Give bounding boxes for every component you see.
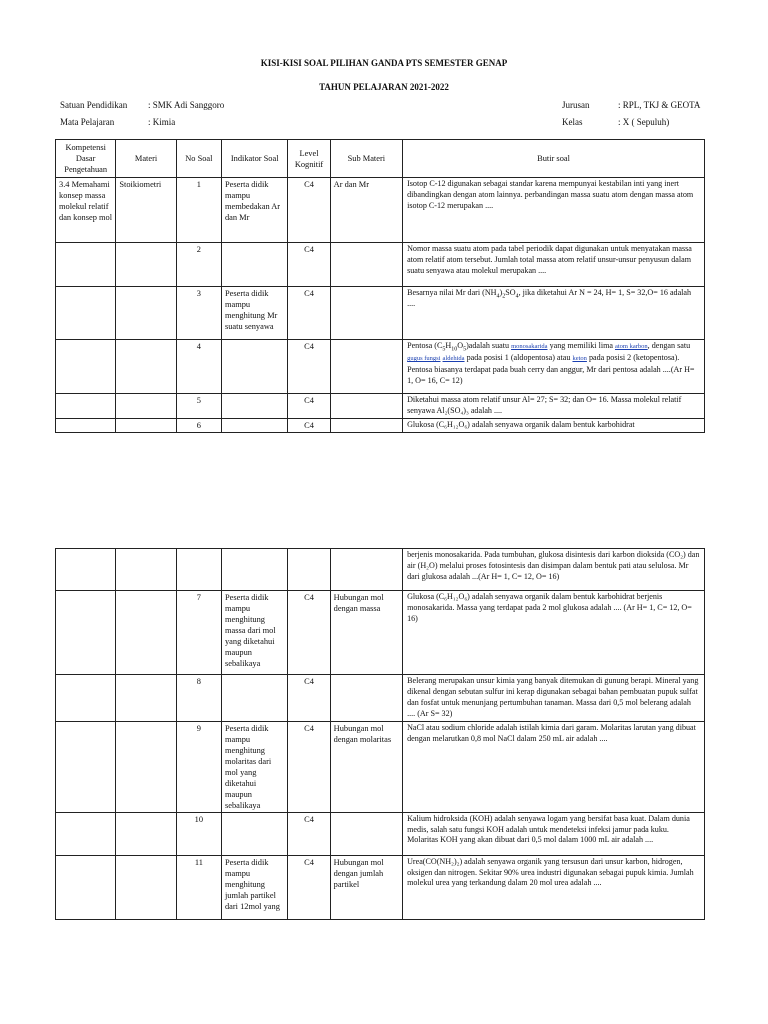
soal-text: O — [457, 341, 464, 350]
cell-level: C4 — [288, 340, 330, 394]
cell-no — [176, 549, 221, 591]
soal-text: pada posisi 1 (aldopentosa) atau — [466, 352, 571, 362]
cell-indikator — [221, 812, 287, 855]
cell-kd — [56, 855, 116, 919]
cell-butir-soal: Glukosa (C₆H₁₂O₆) adalah senyawa organik dalam bentuk karbohidrat — [403, 418, 705, 432]
cell-level: C4 — [288, 812, 330, 855]
satuan-label: Satuan Pendidikan — [60, 100, 128, 110]
cell-sub-materi — [330, 394, 402, 419]
header-butir-soal: Butir soal — [403, 140, 705, 178]
cell-kd — [56, 243, 116, 287]
cell-materi — [116, 340, 176, 394]
soal-text: )adalah suatu — [466, 341, 510, 350]
cell-kd — [56, 340, 116, 394]
cell-indikator: Peserta didik mampu menghitung jumlah partikel dari 12mol yang — [221, 855, 287, 919]
cell-level: C4 — [288, 243, 330, 287]
cell-no: 10 — [176, 812, 221, 855]
cell-materi — [116, 394, 176, 419]
cell-butir-soal: Diketahui massa atom relatif unsur Al= 27; S= 32; dan O= 16. Massa molekul relatif senyawa Al₂(SO₄)₃ adalah .... — [403, 394, 705, 419]
cell-butir-soal: Besarnya nilai Mr dari $(NH_4)_2SO_4$, jika diketahui Ar N = 24, H= 1, S= 32,O= 16 adalah .... — [403, 287, 705, 340]
cell-no: 11 — [176, 855, 221, 919]
table-row — [56, 287, 705, 340]
cell-materi — [116, 549, 176, 591]
document-title: KISI-KISI SOAL PILIHAN GANDA PTS SEMESTER GENAP — [260, 58, 508, 68]
cell-butir-soal: berjenis monosakarida. Pada tumbuhan, glukosa disintesis dari karbon dioksida (CO₂) dan air (H₂O) melalui proses fotosintesis dan disimpan dalam bentuk pati atau selulosa. Mr dari glukosa adalah ...(Ar H= 1, C= 12, O= 16) — [403, 549, 705, 591]
cell-level — [288, 549, 330, 591]
cell-sub-materi: Ar dan Mr — [330, 178, 402, 243]
cell-level: C4 — [288, 394, 330, 419]
cell-kd: 3.4 Memahami konsep massa molekul relatif dan konsep mol — [56, 178, 116, 243]
soal-text: Besarnya nilai Mr dari (NH — [407, 288, 497, 297]
table-row — [56, 418, 705, 432]
cell-no: 5 — [176, 394, 221, 419]
cell-materi — [116, 418, 176, 432]
cell-indikator — [221, 675, 287, 722]
table-row — [56, 855, 705, 919]
header-level: Level Kognitif — [288, 140, 330, 178]
cell-kd — [56, 394, 116, 419]
link-atom-karbon[interactable]: atom karbon — [614, 343, 648, 350]
cell-materi — [116, 855, 176, 919]
cell-level: C4 — [288, 287, 330, 340]
soal-text: ) — [499, 288, 503, 297]
cell-butir-soal: Pentosa $(C_5H_{10}O_5)adalah$ suatu monosakarida yang memiliki lima atom karbon, dengan satu gugus fungsi aldehida pada posisi 1 (aldopentosa) atau keton pada posisi 2 (ketopentosa). Pentosa biasanya terdapat pada buah cerry dan anggur, Mr dari pentosa adalah ....(Ar H= 1, O= 16, C= 12) — [403, 340, 705, 394]
cell-materi — [116, 812, 176, 855]
table-header-row — [56, 140, 705, 178]
table-row — [56, 549, 705, 591]
table-row — [56, 675, 705, 722]
soal-text: Pentosa (C — [407, 341, 443, 350]
cell-materi — [116, 675, 176, 722]
mapel-label: Mata Pelajaran — [60, 117, 115, 127]
header-sub-materi: Sub Materi — [330, 140, 402, 178]
kisi-kisi-table-continued — [55, 548, 705, 920]
cell-butir-soal: Glukosa (C₆H₁₂O₆) adalah senyawa organik dalam bentuk karbohidrat berjenis monosakarida. Massa yang terdapat pada 2 mol glukosa adalah .... (Ar H= 1, C= 12, O= 16) — [403, 591, 705, 675]
cell-indikator: Peserta didik mampu menghitung massa dari mol yang diketahui maupun sebalikaya — [221, 591, 287, 675]
cell-indikator — [221, 340, 287, 394]
table-row — [56, 812, 705, 855]
satuan-value: : SMK Adi Sanggoro — [148, 100, 225, 110]
kelas-label: Kelas — [562, 117, 583, 127]
cell-materi: Stoikiometri — [116, 178, 176, 243]
link-aldehida[interactable]: aldehida — [442, 354, 465, 362]
cell-level: C4 — [288, 721, 330, 812]
cell-no: 1 — [176, 178, 221, 243]
jurusan-value: : RPL, TKJ & GEOTA — [618, 100, 701, 110]
cell-sub-materi — [330, 549, 402, 591]
cell-level: C4 — [288, 591, 330, 675]
cell-indikator — [221, 549, 287, 591]
cell-butir-soal: Belerang merupakan unsur kimia yang banyak ditemukan di gunung berapi. Mineral yang dikenal dengan sebutan sulfur ini kerap digunakan sebagai bahan pembuatan pupuk sulfat dan fosfat untuk menunjang pertumbuhan tanaman. Massa dari 0,5 mol belerang adalah .... (Ar S= 32) — [403, 675, 705, 722]
cell-butir-soal: Urea(CO(NH₂)₂) adalah senyawa organik yang tersusun dari unsur karbon, hidrogen, oksigen dan nitrogen. Sekitar 90% urea industri digunakan sebagai pupuk kimia. Jumlah molekul urea yang terkandung dalam 20 mol urea adalah .... — [403, 855, 705, 919]
cell-sub-materi — [330, 243, 402, 287]
soal-text: SO — [505, 288, 516, 297]
cell-sub-materi — [330, 287, 402, 340]
table-row — [56, 394, 705, 419]
cell-materi — [116, 243, 176, 287]
cell-butir-soal: Kalium hidroksida (KOH) adalah senyawa logam yang bersifat basa kuat. Dalam dunia medis, salah satu fungsi KOH adalah untuk mendeteksi infeksi jamur pada kuku. Molaritas KOH yang akan dibuat dari 0,5 mol dalam 1000 mL air adalah .... — [403, 812, 705, 855]
cell-sub-materi: Hubungan mol dengan molaritas — [330, 721, 402, 812]
cell-butir-soal: Nomor massa suatu atom pada tabel periodik dapat digunakan untuk menyatakan massa atom relatif atom tersebut. Jumlah total massa atom relatif unsur-unsur penyusun dalam suatu senyawa atau molekul merupakan .... — [403, 243, 705, 287]
cell-sub-materi: Hubungan mol dengan jumlah partikel — [330, 855, 402, 919]
cell-level: C4 — [288, 675, 330, 722]
soal-text: yang memiliki lima — [549, 341, 613, 350]
header-kompetensi: Kompetensi Dasar Pengetahuan — [56, 140, 116, 178]
table-row — [56, 340, 705, 394]
cell-no: 4 — [176, 340, 221, 394]
link-monosakarida[interactable]: monosakarida — [511, 343, 548, 350]
cell-level: C4 — [288, 418, 330, 432]
cell-no: 8 — [176, 675, 221, 722]
kisi-kisi-table — [55, 139, 705, 433]
table-row — [56, 178, 705, 243]
academic-year: TAHUN PELAJARAN 2021-2022 — [319, 82, 449, 92]
cell-kd — [56, 812, 116, 855]
soal-text: , dengan satu — [647, 341, 691, 350]
cell-kd — [56, 287, 116, 340]
cell-materi — [116, 721, 176, 812]
jurusan-label: Jurusan — [562, 100, 590, 110]
link-keton[interactable]: keton — [572, 354, 587, 362]
cell-materi — [116, 591, 176, 675]
cell-sub-materi — [330, 812, 402, 855]
cell-no: 2 — [176, 243, 221, 287]
cell-indikator: Peserta didik mampu membedakan Ar dan Mr — [221, 178, 287, 243]
cell-sub-materi — [330, 675, 402, 722]
cell-kd — [56, 591, 116, 675]
cell-indikator — [221, 394, 287, 419]
table-row — [56, 243, 705, 287]
soal-text: pada posisi 2 (ketopentosa). Pentosa biasanya terdapat pada buah cerry dan anggur, Mr dari pentosa adalah ....(Ar H= 1, O= 16, C= 12) — [407, 352, 695, 385]
cell-kd — [56, 418, 116, 432]
cell-sub-materi: Hubungan mol dengan massa — [330, 591, 402, 675]
cell-level: C4 — [288, 855, 330, 919]
header-indikator: Indikator Soal — [221, 140, 287, 178]
kelas-value: : X ( Sepuluh) — [618, 117, 670, 127]
cell-sub-materi — [330, 418, 402, 432]
cell-kd — [56, 675, 116, 722]
cell-indikator — [221, 418, 287, 432]
cell-sub-materi — [330, 340, 402, 394]
header-no-soal: No Soal — [176, 140, 221, 178]
cell-kd — [56, 721, 116, 812]
cell-butir-soal: Isotop C-12 digunakan sebagai standar karena mempunyai kestabilan inti yang inert dibandingkan dengan atom lainnya. perbandingan massa suatu atom dengan massa atom isotop C-12 merupakan .... — [403, 178, 705, 243]
table-row — [56, 591, 705, 675]
cell-kd — [56, 549, 116, 591]
mapel-value: : Kimia — [148, 117, 176, 127]
soal-text: H — [445, 341, 452, 350]
link-gugus-fungsi[interactable]: gugus fungsi — [407, 354, 441, 362]
cell-no: 3 — [176, 287, 221, 340]
table-row — [56, 721, 705, 812]
cell-level: C4 — [288, 178, 330, 243]
soal-text: , jika diketahui Ar N = 24, H= 1, S= 32,O= 16 adalah .... — [407, 288, 692, 308]
cell-no: 7 — [176, 591, 221, 675]
cell-butir-soal: NaCl atau sodium chloride adalah istilah kimia dari garam. Molaritas larutan yang dibuat dengan melarutkan 0,8 mol NaCl dalam 250 mL air adalah .... — [403, 721, 705, 812]
cell-no: 9 — [176, 721, 221, 812]
cell-indikator — [221, 243, 287, 287]
cell-no: 6 — [176, 418, 221, 432]
cell-indikator: Peserta didik mampu menghitung Mr suatu senyawa — [221, 287, 287, 340]
header-materi: Materi — [116, 140, 176, 178]
cell-materi — [116, 287, 176, 340]
cell-indikator: Peserta didik mampu menghitung molaritas dari mol yang diketahui maupun sebalikaya — [221, 721, 287, 812]
